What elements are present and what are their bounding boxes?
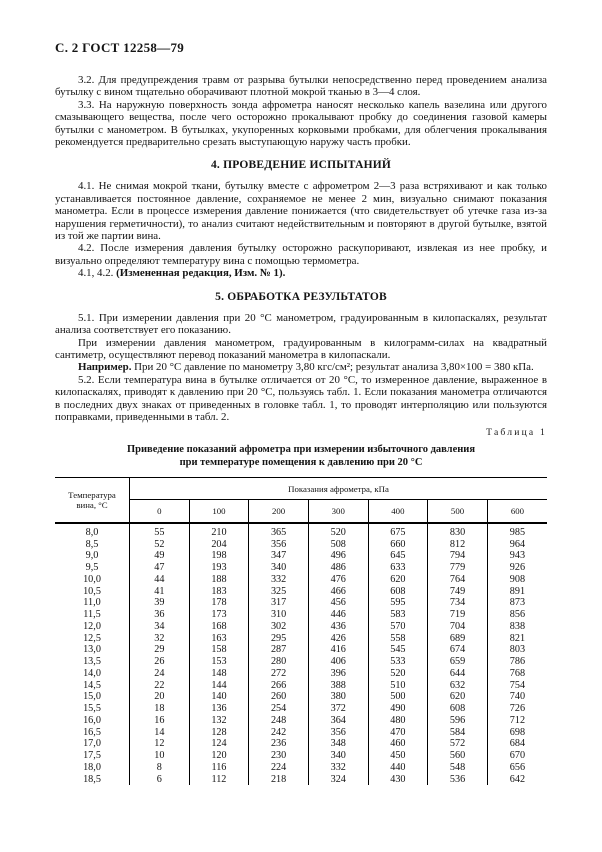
- paragraph-4-1: 4.1. Не снимая мокрой ткани, бутылку вместе с афрометром 2—3 раза встряхивают и как только устанавливается постоянное давление, сохраняемое не менее 2 мин, визуально снимают показания манометра. Если в процессе измерения давление понижается (что свидетельствует об утечке газа из-за нарушения герметичности), то анализ считают недействительным и повторяют в другой бутылке, взятой из той же партии вина.: [55, 180, 547, 243]
- pressure-cell: 254: [249, 703, 309, 715]
- pressure-cell: 985: [487, 523, 547, 539]
- table-row: [55, 668, 547, 680]
- pressure-cell: 49: [130, 550, 190, 562]
- pressure-cell: 193: [189, 562, 249, 574]
- temperature-cell: 17,0: [55, 738, 130, 750]
- pressure-cell: 704: [428, 621, 488, 633]
- pressure-cell: 10: [130, 750, 190, 762]
- pressure-cell: 218: [249, 774, 309, 786]
- pressure-cell: 500: [368, 691, 428, 703]
- pressure-cell: 490: [368, 703, 428, 715]
- pressure-cell: 128: [189, 727, 249, 739]
- pressure-cell: 508: [308, 539, 368, 551]
- pressure-cell: 675: [368, 523, 428, 539]
- pressure-cell: 173: [189, 609, 249, 621]
- pressure-cell: 476: [308, 574, 368, 586]
- pressure-cell: 26: [130, 656, 190, 668]
- pressure-cell: 595: [368, 597, 428, 609]
- reading-column-header: 500: [428, 499, 488, 523]
- pressure-cell: 140: [189, 691, 249, 703]
- pressure-cell: 183: [189, 586, 249, 598]
- pressure-cell: 660: [368, 539, 428, 551]
- pressure-cell: 148: [189, 668, 249, 680]
- pressure-cell: 242: [249, 727, 309, 739]
- table-row: [55, 621, 547, 633]
- temperature-cell: 14,5: [55, 680, 130, 692]
- temperature-cell: 10,0: [55, 574, 130, 586]
- amendment-text: (Измененная редакция, Изм. № 1).: [116, 267, 286, 280]
- pressure-cell: 545: [368, 644, 428, 656]
- temperature-cell: 18,0: [55, 762, 130, 774]
- paragraph-3-3: 3.3. На наружную поверхность зонда афрометра наносят несколько капель вазелина или другого смазывающего вещества, после чего осторожно прокалывают пробку до соединения газовой камеры бутылки с манометром. В бутылках, укупоренных корковыми пробками, для облегчения прокалывания рекомендуется предварительно срезать выступающую наружу часть пробки.: [55, 98, 547, 149]
- pressure-cell: 779: [428, 562, 488, 574]
- example-paragraph: [55, 361, 547, 373]
- paragraph-5-2: 5.2. Если температура вина в бутылке отличается от 20 °С, то измеренное давление, выраженное в килопаскалях, приводят к давлению при 20 °С, пользуясь табл. 1. Если показания манометра отличаются в последних двух знаках от приведенных в головке табл. 1, то проводят интерполяцию или пользуются поправками, приведенными в табл. 2.: [55, 373, 547, 423]
- pressure-cell: 153: [189, 656, 249, 668]
- pressure-cell: 536: [428, 774, 488, 786]
- pressure-cell: 120: [189, 750, 249, 762]
- pressure-cell: 168: [189, 621, 249, 633]
- pressure-cell: 794: [428, 550, 488, 562]
- pressure-cell: 380: [308, 691, 368, 703]
- pressure-cell: 324: [308, 774, 368, 786]
- temperature-cell: 14,0: [55, 668, 130, 680]
- pressure-cell: 416: [308, 644, 368, 656]
- pressure-cell: 132: [189, 715, 249, 727]
- pressure-cell: 684: [487, 738, 547, 750]
- pressure-cell: 689: [428, 633, 488, 645]
- pressure-cell: 496: [308, 550, 368, 562]
- table-row: [55, 680, 547, 692]
- pressure-cell: 726: [487, 703, 547, 715]
- temperature-cell: 17,5: [55, 750, 130, 762]
- pressure-cell: 163: [189, 633, 249, 645]
- pressure-cell: 436: [308, 621, 368, 633]
- pressure-cell: 812: [428, 539, 488, 551]
- pressure-cell: 470: [368, 727, 428, 739]
- pressure-cell: 674: [428, 644, 488, 656]
- pressure-cell: 656: [487, 762, 547, 774]
- pressure-cell: 583: [368, 609, 428, 621]
- pressure-cell: 740: [487, 691, 547, 703]
- temperature-cell: 11,5: [55, 609, 130, 621]
- pressure-cell: 372: [308, 703, 368, 715]
- temperature-cell: 16,0: [55, 715, 130, 727]
- table-row: [55, 715, 547, 727]
- table-row: [55, 633, 547, 645]
- temperature-cell: 9,0: [55, 550, 130, 562]
- pressure-cell: 52: [130, 539, 190, 551]
- temperature-cell: 8,0: [55, 523, 130, 539]
- pressure-cell: 47: [130, 562, 190, 574]
- pressure-cell: 280: [249, 656, 309, 668]
- temperature-cell: 9,5: [55, 562, 130, 574]
- table-row: [55, 609, 547, 621]
- pressure-cell: 260: [249, 691, 309, 703]
- pressure-cell: 830: [428, 523, 488, 539]
- pressure-cell: 287: [249, 644, 309, 656]
- pressure-cell: 356: [249, 539, 309, 551]
- pressure-cell: 364: [308, 715, 368, 727]
- pressure-cell: 406: [308, 656, 368, 668]
- pressure-cell: 340: [308, 750, 368, 762]
- pressure-cell: 332: [308, 762, 368, 774]
- pressure-cell: 510: [368, 680, 428, 692]
- pressure-cell: 396: [308, 668, 368, 680]
- pressure-cell: 248: [249, 715, 309, 727]
- pressure-cell: 295: [249, 633, 309, 645]
- pressure-cell: 754: [487, 680, 547, 692]
- pressure-cell: 786: [487, 656, 547, 668]
- table-row: [55, 774, 547, 786]
- pressure-cell: 873: [487, 597, 547, 609]
- pressure-cell: 325: [249, 586, 309, 598]
- reading-column-header: 300: [308, 499, 368, 523]
- pressure-cell: 558: [368, 633, 428, 645]
- pressure-cell: 24: [130, 668, 190, 680]
- reading-column-header: 0: [157, 505, 162, 516]
- table-row: [55, 523, 547, 539]
- paragraph-5-1: 5.1. При измерении давления при 20 °С манометром, градуированным в килопаскалях, результат анализа соответствует его показанию.: [55, 311, 547, 337]
- temperature-cell: 12,0: [55, 621, 130, 633]
- temperature-cell: 15,5: [55, 703, 130, 715]
- pressure-cell: 644: [428, 668, 488, 680]
- pressure-cell: 310: [249, 609, 309, 621]
- pressure-cell: 39: [130, 597, 190, 609]
- pressure-cell: 486: [308, 562, 368, 574]
- pressure-cell: 348: [308, 738, 368, 750]
- pressure-cell: 620: [368, 574, 428, 586]
- pressure-cell: 224: [249, 762, 309, 774]
- pressure-cell: 480: [368, 715, 428, 727]
- temperature-cell: 16,5: [55, 727, 130, 739]
- table-row: [55, 644, 547, 656]
- pressure-cell: 548: [428, 762, 488, 774]
- pressure-cell: 964: [487, 539, 547, 551]
- pressure-cell: 446: [308, 609, 368, 621]
- table-row: [55, 586, 547, 598]
- pressure-cell: 41: [130, 586, 190, 598]
- pressure-cell: 29: [130, 644, 190, 656]
- pressure-cell: 430: [368, 774, 428, 786]
- temperature-column-header: Температура вина, °С: [55, 477, 130, 523]
- table-row: [55, 597, 547, 609]
- pressure-cell: 520: [368, 668, 428, 680]
- pressure-cell: 908: [487, 574, 547, 586]
- table-row: [55, 691, 547, 703]
- table-row: [55, 703, 547, 715]
- pressure-cell: 768: [487, 668, 547, 680]
- pressure-cell: 670: [487, 750, 547, 762]
- table-body: [55, 523, 547, 786]
- amendment-note: [55, 267, 547, 279]
- pressure-cell: 712: [487, 715, 547, 727]
- pressure-cell: 584: [428, 727, 488, 739]
- readings-group-header: Показания афрометра, кПа: [130, 477, 548, 499]
- section-4-heading: 4. ПРОВЕДЕНИЕ ИСПЫТАНИЙ: [210, 159, 392, 172]
- pressure-cell: 533: [368, 656, 428, 668]
- table-caption: Таблица 1: [486, 427, 547, 439]
- pressure-cell: 302: [249, 621, 309, 633]
- pressure-cell: 144: [189, 680, 249, 692]
- pressure-cell: 719: [428, 609, 488, 621]
- pressure-cell: 12: [130, 738, 190, 750]
- table-row: [55, 562, 547, 574]
- temperature-cell: 10,5: [55, 586, 130, 598]
- pressure-cell: 230: [249, 750, 309, 762]
- pressure-cell: 891: [487, 586, 547, 598]
- pressure-cell: 158: [189, 644, 249, 656]
- section-5-heading: 5. ОБРАБОТКА РЕЗУЛЬТАТОВ: [215, 290, 387, 303]
- temperature-cell: 15,0: [55, 691, 130, 703]
- temperature-cell: 8,5: [55, 539, 130, 551]
- pressure-cell: 356: [308, 727, 368, 739]
- reading-column-header: 100: [189, 499, 249, 523]
- pressure-cell: 440: [368, 762, 428, 774]
- pressure-cell: 460: [368, 738, 428, 750]
- pressure-cell: 466: [308, 586, 368, 598]
- table-row: [55, 738, 547, 750]
- pressure-cell: 55: [130, 523, 190, 539]
- pressure-cell: 450: [368, 750, 428, 762]
- table-header-row-group: [55, 477, 547, 499]
- pressure-cell: 596: [428, 715, 488, 727]
- example-text: При 20 °С давление по манометру 3,80 кгс/см²; результат анализа 3,80×100 = 380 кПа.: [131, 361, 534, 374]
- pressure-cell: 8: [130, 762, 190, 774]
- reading-column-header: 600: [487, 499, 547, 523]
- table-row: [55, 574, 547, 586]
- pressure-cell: 178: [189, 597, 249, 609]
- pressure-cell: 642: [487, 774, 547, 786]
- pressure-cell: 365: [249, 523, 309, 539]
- pressure-cell: 116: [189, 762, 249, 774]
- paragraph-5-1-continued: При измерении давления манометром, градуированным в килограмм-силах на квадратный сантиметр, осуществляют перевод показаний манометра в килопаскали.: [55, 336, 547, 361]
- temperature-cell: 13,5: [55, 656, 130, 668]
- pressure-cell: 317: [249, 597, 309, 609]
- pressure-cell: 388: [308, 680, 368, 692]
- pressure-cell: 32: [130, 633, 190, 645]
- table-row: [55, 550, 547, 562]
- pressure-cell: 698: [487, 727, 547, 739]
- pressure-cell: 803: [487, 644, 547, 656]
- temperature-cell: 11,0: [55, 597, 130, 609]
- pressure-cell: 838: [487, 621, 547, 633]
- pressure-cell: 22: [130, 680, 190, 692]
- pressure-cell: 204: [189, 539, 249, 551]
- pressure-cell: 943: [487, 550, 547, 562]
- pressure-cell: 198: [189, 550, 249, 562]
- table-row: [55, 727, 547, 739]
- reading-column-header: 200: [249, 499, 309, 523]
- temperature-cell: 12,5: [55, 633, 130, 645]
- amendment-clause-numbers: 4.1, 4.2.: [78, 267, 117, 280]
- table-row: [55, 539, 547, 551]
- paragraph-4-2: 4.2. После измерения давления бутылку осторожно раскупоривают, извлекая из нее пробку, и визуально определяют температуру вина с помощью термометра.: [55, 242, 547, 267]
- pressure-cell: 426: [308, 633, 368, 645]
- pressure-cell: 659: [428, 656, 488, 668]
- pressure-cell: 856: [487, 609, 547, 621]
- pressure-cell: 572: [428, 738, 488, 750]
- pressure-cell: 570: [368, 621, 428, 633]
- pressure-cell: 236: [249, 738, 309, 750]
- pressure-cell: 347: [249, 550, 309, 562]
- pressure-cell: 764: [428, 574, 488, 586]
- pressure-cell: 20: [130, 691, 190, 703]
- pressure-cell: 645: [368, 550, 428, 562]
- pressure-cell: 926: [487, 562, 547, 574]
- pressure-cell: 36: [130, 609, 190, 621]
- pressure-cell: 456: [308, 597, 368, 609]
- table-head: [55, 477, 547, 523]
- pressure-cell: 749: [428, 586, 488, 598]
- pressure-cell: 124: [189, 738, 249, 750]
- table-subheader-row: [55, 499, 547, 523]
- temperature-cell: 18,5: [55, 774, 130, 786]
- pressure-cell: 560: [428, 750, 488, 762]
- pressure-cell: 821: [487, 633, 547, 645]
- pressure-cell: 632: [428, 680, 488, 692]
- pressure-cell: 6: [130, 774, 190, 786]
- temperature-cell: 13,0: [55, 644, 130, 656]
- pressure-cell: 734: [428, 597, 488, 609]
- table-row: [55, 750, 547, 762]
- table-title: [55, 444, 547, 469]
- table-title-line1: Приведение показаний афрометра при измерении избыточного давления: [126, 444, 476, 456]
- pressure-cell: 136: [189, 703, 249, 715]
- reading-column-header: 400: [368, 499, 428, 523]
- pressure-cell: 112: [189, 774, 249, 786]
- pressure-cell: 608: [428, 703, 488, 715]
- page-header: С. 2 ГОСТ 12258—79: [55, 40, 185, 55]
- pressure-cell: 14: [130, 727, 190, 739]
- pressure-cell: 34: [130, 621, 190, 633]
- pressure-cell: 620: [428, 691, 488, 703]
- pressure-cell: 210: [189, 523, 249, 539]
- pressure-cell: 44: [130, 574, 190, 586]
- table-row: [55, 656, 547, 668]
- table-row: [55, 762, 547, 774]
- example-label: Например.: [78, 361, 132, 374]
- pressure-cell: 633: [368, 562, 428, 574]
- paragraph-3-2: 3.2. Для предупреждения травм от разрыва бутылки непосредственно перед проведением анализа бутылку с вином тщательно оборачивают плотной мокрой тканью в 3—4 слоя.: [55, 74, 547, 99]
- pressure-cell: 520: [308, 523, 368, 539]
- pressure-conversion-table: [55, 477, 547, 786]
- pressure-cell: 16: [130, 715, 190, 727]
- pressure-cell: 18: [130, 703, 190, 715]
- pressure-cell: 332: [249, 574, 309, 586]
- pressure-cell: 608: [368, 586, 428, 598]
- pressure-cell: 266: [249, 680, 309, 692]
- pressure-cell: 340: [249, 562, 309, 574]
- pressure-cell: 188: [189, 574, 249, 586]
- pressure-cell: 272: [249, 668, 309, 680]
- table-title-line2: при температуре помещения к давлению при 20 °С: [179, 456, 423, 468]
